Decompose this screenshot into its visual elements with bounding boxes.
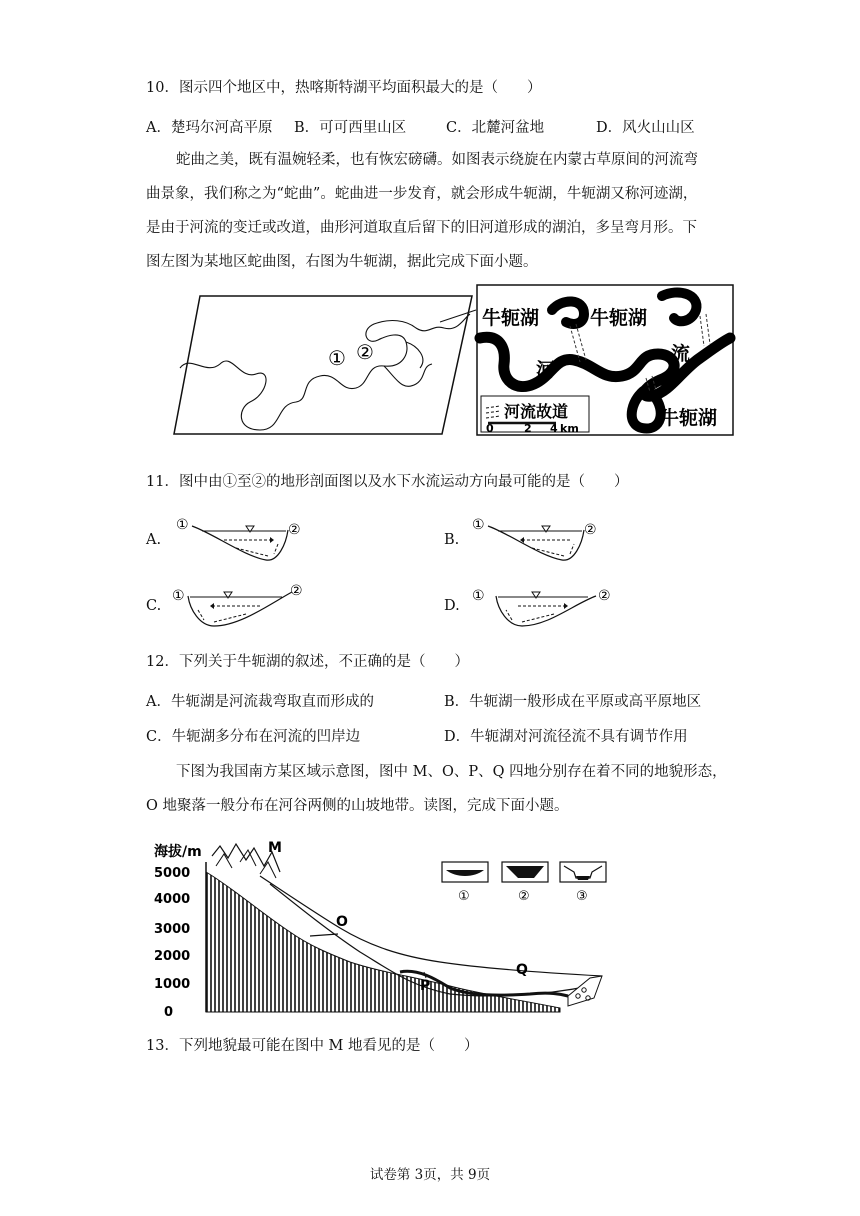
q12-option-a: A．牛轭湖是河流裁弯取直而形成的: [146, 694, 374, 710]
q13-stem: 13．下列地貌最可能在图中 M 地看见的是（ ）: [146, 1038, 479, 1054]
profile-c-end-2: ②: [290, 583, 303, 599]
page-footer: 试卷第 3页，共 9页: [369, 1167, 491, 1183]
q11-stem: 11．图中由①至②的地形剖面图以及水下水流运动方向最可能的是（ ）: [146, 474, 629, 490]
q10-option-d: D．风火山山区: [596, 120, 695, 136]
ytick-0: 0: [164, 1005, 174, 1018]
q12-option-d: D．牛轭湖对河流径流不具有调节作用: [444, 729, 688, 745]
profile-d-end-1: ①: [472, 588, 485, 604]
marker-1: ①: [328, 346, 346, 370]
meander-river: [180, 314, 470, 430]
q12-stem: 12．下列关于牛轭湖的叙述，不正确的是（ ）: [146, 654, 469, 670]
river-label-he: 河: [536, 359, 556, 381]
marker-2: ②: [356, 340, 374, 364]
legend-label: 河流故道: [504, 402, 569, 421]
inset-label-1: ①: [458, 889, 470, 904]
passage1-line-2: 曲景象，我们称之为“蛇曲”。蛇曲进一步发育，就会形成牛轭湖，牛轭湖又称河迹湖，: [146, 186, 698, 202]
q11-profile-d: [470, 580, 622, 636]
scale-unit: km: [560, 422, 579, 435]
scale-0: 0: [486, 422, 494, 435]
profile-d-end-2: ②: [598, 588, 611, 604]
q11-profile-a: [174, 514, 314, 570]
scale-4: 4: [550, 422, 558, 435]
ytick-3000: 3000: [154, 922, 191, 937]
meander-figure: [170, 284, 736, 440]
terrain-cross-section: [206, 872, 560, 1012]
ytick-5000: 5000: [154, 866, 191, 881]
inset-label-2: ②: [518, 889, 530, 904]
passage2-line-1: 下图为我国南方某区域示意图，图中 M、O、P、Q 四地分别存在着不同的地貌形态，: [176, 764, 727, 780]
profile-a-end-1: ①: [176, 517, 189, 533]
profile-b-end-1: ①: [472, 517, 485, 533]
q10-stem: 10．图示四个地区中，热喀斯特湖平均面积最大的是（ ）: [146, 80, 542, 96]
ytick-4000: 4000: [154, 892, 191, 907]
label-P: P: [420, 978, 431, 994]
label-Q: Q: [516, 962, 528, 978]
ytick-1000: 1000: [154, 977, 191, 992]
q11-profile-c: [170, 580, 310, 636]
q11-option-a: A.: [146, 532, 162, 548]
profile-c-end-1: ①: [172, 588, 185, 604]
q12-option-c: C．牛轭湖多分布在河流的凹岸边: [146, 729, 361, 745]
oxbow-lake-label-3: 牛轭湖: [660, 407, 718, 429]
passage1-line-4: 图左图为某地区蛇曲图，右图为牛轭湖，据此完成下面小题。: [146, 254, 538, 270]
q11-option-b: B.: [444, 532, 460, 548]
inset-label-3: ③: [576, 889, 588, 904]
q10-option-a: A．楚玛尔河高平原: [146, 120, 273, 136]
oxbow-lake-label-2: 牛轭湖: [590, 307, 648, 329]
label-O: O: [336, 914, 348, 930]
q10-option-b: B．可可西里山区: [294, 120, 407, 136]
passage2-line-2: O 地聚落一般分布在河谷两侧的山坡地带。读图，完成下面小题。: [146, 798, 569, 814]
label-M: M: [268, 840, 282, 856]
q11-option-c: C.: [146, 598, 162, 614]
q11-profile-b: [470, 514, 610, 570]
river-label-liu: 流: [671, 343, 691, 365]
scale-2: 2: [524, 422, 532, 435]
profile-b-end-2: ②: [584, 522, 597, 538]
y-axis-label: 海拔/m: [154, 844, 202, 860]
oxbow-lake-label-1: 牛轭湖: [482, 307, 540, 329]
q11-option-d: D.: [444, 598, 460, 614]
q12-option-b: B．牛轭湖一般形成在平原或高平原地区: [444, 694, 702, 710]
ytick-2000: 2000: [154, 949, 191, 964]
terrain-figure: [150, 836, 620, 1018]
passage1-line-3: 是由于河流的变迁或改道，曲形河道取直后留下的旧河道形成的湖泊，多呈弯月形。下: [146, 220, 697, 236]
profile-a-end-2: ②: [288, 522, 301, 538]
passage1-line-1: 蛇曲之美，既有温婉轻柔，也有恢宏磅礴。如图表示绕旋在内蒙古草原间的河流弯: [176, 152, 698, 168]
q10-option-c: C．北麓河盆地: [446, 120, 545, 136]
